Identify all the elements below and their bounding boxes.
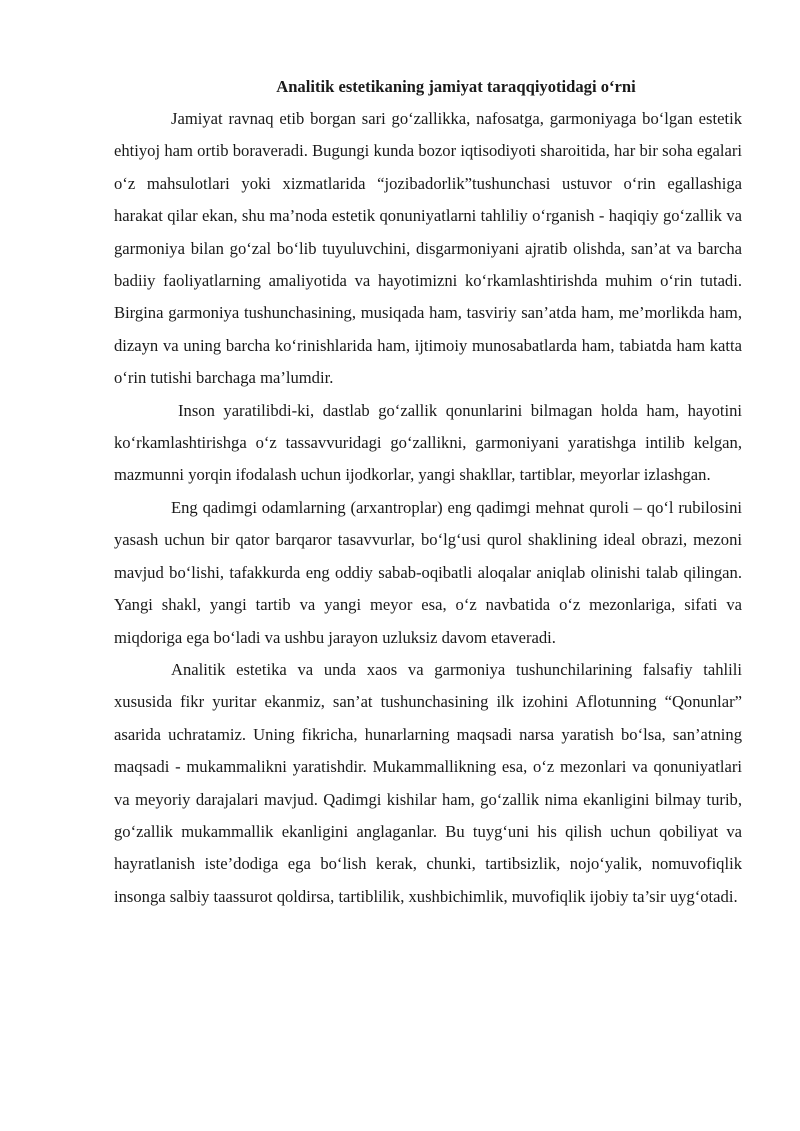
paragraph-2: Inson yaratilibdi-ki, dastlab go‘zallik qonunlarini bilmagan holda ham, hayotini ko‘rkamlashtirishga o‘z tassavvuridagi go‘zallikni, garmoniyani yaratishga intilib kelgan, mazmunni yorqin ifodalash uchun ijodkorlar, yangi shakllar, tartiblar, meyorlar izlashgan.: [114, 400, 742, 485]
document-page: [114, 72, 742, 913]
paragraph-3: Eng qadimgi odamlarning (arxantroplar) eng qadimgi mehnat quroli – qo‘l rubilosini yasash uchun bir qator barqaror tasavvurlar, bo‘lg‘usi qurol shaklining ideal obrazi, mezoni mavjud bo‘lishi, tafakkurda eng oddiy sabab-oqibatli aloqalar aniqlab olinishi talab qilingan. Yangi shakl, yangi tartib va yangi meyor esa, o‘z navbatida o‘z mezonlariga, sifati va miqdoriga ega bo‘ladi va ushbu jarayon uzluksiz davom etaveradi.: [114, 497, 742, 647]
document-title: Analitik estetikaning jamiyat taraqqiyotidagi o‘rni: [276, 77, 636, 96]
paragraph-1: Jamiyat ravnaq etib borgan sari go‘zallikka, nafosatga, garmoniyaga bo‘lgan estetik ehtiyoj ham ortib boraveradi. Bugungi kunda bozor iqtisodiyoti sharoitida, har bir soha egalari o‘z mahsulotlari yoki xizmatlarida “jozibadorlik”tushunchasi ustuvor o‘rin egallashiga harakat qilar ekan, shu ma’noda estetik qonuniyatlarni tahliliy o‘rganish - haqiqiy go‘zallik va garmoniya bilan go‘zal bo‘lib tuyuluvchini, disgarmoniyani ajratib olishda, san’at va barcha badiiy faoliyatlarning amaliyotida va hayotimizni ko‘rkamlashtirishda muhim o‘rin tutadi. Birgina garmoniya tushunchasining, musiqada ham, tasviriy san’atda ham, me’morlikda ham, dizayn va uning barcha ko‘rinishlarida ham, ijtimoiy munosabatlarda ham, tabiatda ham katta o‘rin tutishi barchaga ma’lumdir.: [114, 109, 742, 388]
paragraph-4: Analitik estetika va unda xaos va garmoniya tushunchilarining falsafiy tahlili xususida fikr yuritar ekanmiz, san’at tushunchasining ilk izohini Aflotunning “Qonunlar” asarida uchratamiz. Uning fikricha, hunarlarning maqsadi narsa yaratish bo‘lsa, san’atning maqsadi - mukammalikni yaratishdir. Mukammallikning esa, o‘z mezonlari va qonuniyatlari va meyoriy darajalari mavjud. Qadimgi kishilar ham, go‘zallik nima ekanligini bilmay turib, go‘zallik mukammallik ekanligini anglaganlar. Bu tuyg‘uni his qilish uchun qobiliyat va hayratlanish iste’dodiga ega bo‘lish kerak, chunki, tartibsizlik, nojo‘yalik, nomuvofiqlik insonga salbiy taassurot qoldirsa, tartiblilik, xushbichimlik, muvofiqlik ijobiy ta’sir uyg‘otadi.: [114, 659, 742, 906]
